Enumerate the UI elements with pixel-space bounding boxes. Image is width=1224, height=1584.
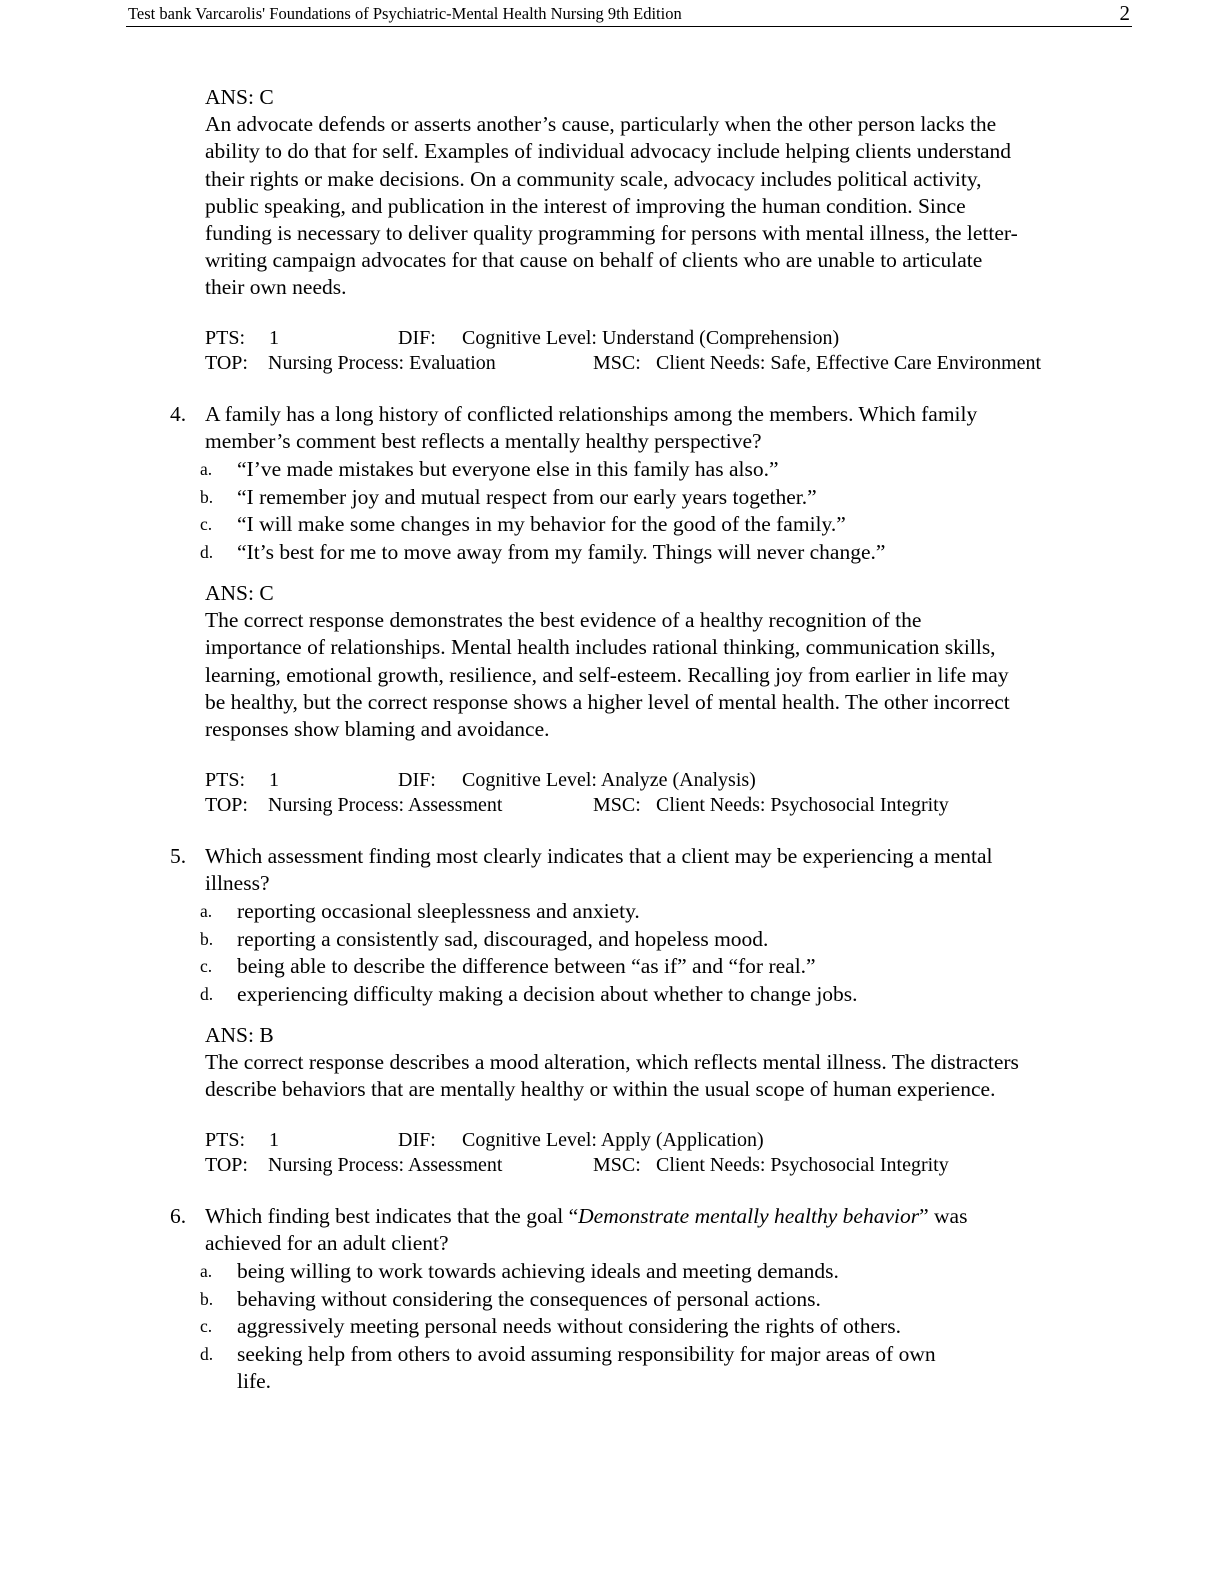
options-list [200, 898, 1100, 1008]
stem-line: A family has a long history of conflicted relationships among the members. Which family [205, 402, 978, 426]
question-number: 4. [170, 402, 187, 426]
option-c[interactable] [200, 1313, 1100, 1341]
answer-key: ANS: C [205, 85, 274, 109]
dif-value: Cognitive Level: Analyze (Analysis) [462, 769, 756, 791]
page-number: 2 [1119, 1, 1130, 25]
stem-text: ” was [919, 1204, 968, 1228]
option-d[interactable] [200, 1341, 1100, 1396]
option-a[interactable] [200, 456, 1100, 484]
option-text: aggressively meeting personal needs without considering the rights of others. [237, 1314, 901, 1338]
top-label: TOP: [205, 794, 248, 816]
question-stem [205, 401, 1105, 455]
dif-value: Cognitive Level: Apply (Application) [462, 1129, 764, 1151]
top-value: Nursing Process: Assessment [268, 1154, 503, 1176]
rationale-line: describe behaviors that are mentally healthy or within the usual scope of human experience. [205, 1077, 996, 1102]
stem-line [205, 1203, 1105, 1230]
option-text: experiencing difficulty making a decision about whether to change jobs. [237, 981, 858, 1006]
q3-metadata [205, 326, 1105, 376]
pts-label: PTS: [205, 1129, 246, 1151]
option-text [237, 1341, 936, 1396]
dif-label: DIF: [398, 769, 436, 791]
question-number: 6. [170, 1204, 187, 1228]
top-value: Nursing Process: Assessment [268, 794, 503, 816]
option-text: reporting a consistently sad, discouraged, and hopeless mood. [237, 926, 769, 951]
q3-answer-block [205, 84, 1110, 302]
stem-line: Which assessment finding most clearly indicates that a client may be experiencing a mental [205, 844, 993, 868]
rationale-line: learning, emotional growth, resilience, and self-esteem. Recalling joy from earlier in life may [205, 662, 1009, 687]
q4-answer-block [205, 580, 1110, 743]
pts-value: 1 [269, 1129, 279, 1151]
pts-value: 1 [269, 769, 279, 791]
option-d[interactable] [200, 539, 1100, 567]
rationale-line: be healthy, but the correct response shows a higher level of mental health. The other incorrect [205, 689, 1010, 714]
option-letter: d. [200, 541, 214, 562]
rationale-line: importance of relationships. Mental health includes rational thinking, communication skills, [205, 635, 996, 660]
answer-key: ANS: C [205, 581, 274, 605]
option-text: “It’s best for me to move away from my family. Things will never change.” [237, 539, 886, 564]
option-text: reporting occasional sleeplessness and anxiety. [237, 899, 640, 923]
option-text-line: seeking help from others to avoid assuming responsibility for major areas of own [237, 1341, 936, 1366]
page-header [126, 3, 1132, 27]
pts-label: PTS: [205, 769, 246, 791]
option-text: “I will make some changes in my behavior for the good of the family.” [237, 512, 846, 536]
options-list [200, 456, 1100, 566]
option-text: being able to describe the difference between “as if” and “for real.” [237, 954, 816, 978]
pts-value: 1 [269, 327, 279, 349]
answer-key: ANS: B [205, 1023, 274, 1047]
pts-label: PTS: [205, 327, 246, 349]
top-label: TOP: [205, 1154, 248, 1176]
option-c[interactable] [200, 953, 1100, 981]
option-a[interactable] [200, 1258, 1100, 1286]
top-label: TOP: [205, 352, 248, 374]
option-letter: c. [200, 956, 213, 976]
msc-label: MSC: [593, 1154, 641, 1176]
option-text: behaving without considering the consequences of personal actions. [237, 1286, 821, 1311]
stem-text: Which finding best indicates that the goal “ [205, 1204, 579, 1228]
stem-line: achieved for an adult client? [205, 1231, 449, 1256]
question-stem [205, 843, 1105, 897]
top-value: Nursing Process: Evaluation [268, 352, 496, 374]
option-letter: b. [200, 928, 214, 949]
option-text: being willing to work towards achieving ideals and meeting demands. [237, 1259, 839, 1283]
option-letter: c. [200, 514, 213, 534]
option-b[interactable] [200, 926, 1100, 954]
option-letter: b. [200, 1288, 214, 1309]
q5-answer-block [205, 1022, 1110, 1104]
option-a[interactable] [200, 898, 1100, 926]
rationale-line: their rights or make decisions. On a community scale, advocacy includes political activity, [205, 166, 982, 191]
option-letter: d. [200, 983, 214, 1004]
rationale-line: responses show blaming and avoidance. [205, 717, 550, 742]
header-title: Test bank Varcarolis' Foundations of Psychiatric-Mental Health Nursing 9th Edition [128, 4, 682, 23]
msc-value: Client Needs: Psychosocial Integrity [656, 1154, 949, 1176]
question-number: 5. [170, 844, 187, 868]
dif-label: DIF: [398, 327, 436, 349]
rationale-line: public speaking, and publication in the interest of improving the human condition. Since [205, 193, 966, 218]
option-letter: a. [200, 1261, 213, 1281]
msc-label: MSC: [593, 352, 641, 374]
rationale-line: writing campaign advocates for that cause on behalf of clients who are unable to articulate [205, 248, 983, 273]
q5-metadata [205, 1128, 1105, 1178]
option-letter: b. [200, 486, 214, 507]
option-d[interactable] [200, 981, 1100, 1009]
rationale-line: An advocate defends or asserts another’s cause, particularly when the other person lacks the [205, 112, 997, 137]
question-stem [205, 1203, 1105, 1257]
option-text: “I remember joy and mutual respect from our early years together.” [237, 484, 817, 509]
stem-line: member’s comment best reflects a mentally healthy perspective? [205, 429, 762, 454]
option-letter: d. [200, 1343, 214, 1364]
option-letter: c. [200, 1316, 213, 1336]
stem-line: illness? [205, 871, 270, 896]
option-letter: a. [200, 459, 213, 479]
option-c[interactable] [200, 511, 1100, 539]
dif-label: DIF: [398, 1129, 436, 1151]
options-list [200, 1258, 1100, 1396]
msc-label: MSC: [593, 794, 641, 816]
msc-value: Client Needs: Safe, Effective Care Environment [656, 352, 1042, 374]
rationale-line: The correct response describes a mood alteration, which reflects mental illness. The distracters [205, 1050, 1019, 1075]
rationale-line: their own needs. [205, 275, 347, 300]
rationale-line: funding is necessary to deliver quality programming for persons with mental illness, the letter- [205, 221, 1018, 246]
dif-value: Cognitive Level: Understand (Comprehension) [462, 327, 840, 349]
option-letter: a. [200, 901, 213, 921]
option-text: “I’ve made mistakes but everyone else in this family has also.” [237, 457, 779, 481]
rationale-line: The correct response demonstrates the best evidence of a healthy recognition of the [205, 608, 922, 633]
option-text-line: life. [237, 1369, 272, 1393]
rationale-line: ability to do that for self. Examples of individual advocacy include helping clients understand [205, 139, 1012, 164]
goal-quote: Demonstrate mentally healthy behavior [578, 1204, 920, 1228]
option-b[interactable] [200, 1286, 1100, 1314]
msc-value: Client Needs: Psychosocial Integrity [656, 794, 949, 816]
q4-metadata [205, 768, 1105, 818]
option-b[interactable] [200, 484, 1100, 512]
